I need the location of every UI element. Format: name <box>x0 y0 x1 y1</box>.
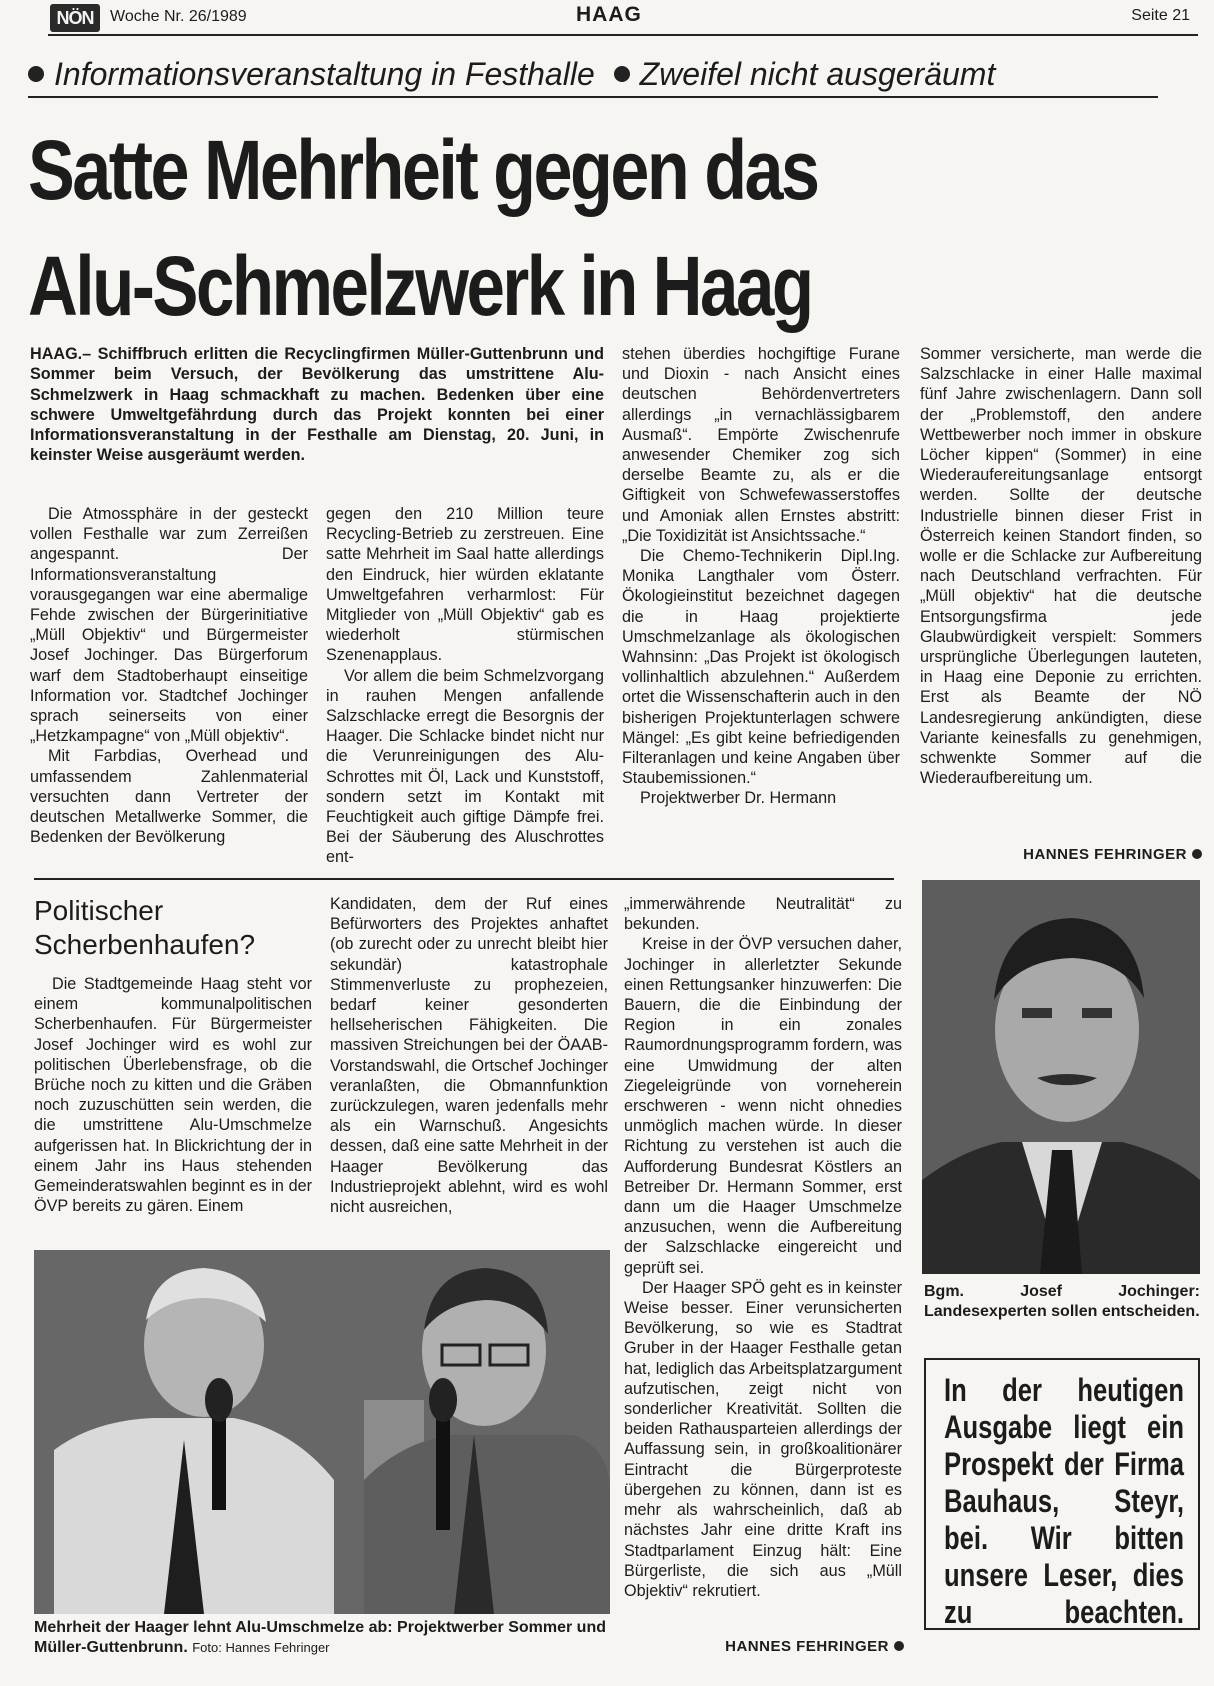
prospectus-notice-box <box>924 1358 1200 1630</box>
issue-number: Woche Nr. 26/1989 <box>110 8 247 25</box>
kicker-line <box>28 56 1158 98</box>
group-photo-caption <box>34 1618 614 1658</box>
newspaper-logo: NÖN <box>50 4 100 32</box>
group-photo-caption-text: Mehrheit der Haager lehnt Alu-Umschmelze ab: Projektwerber Sommer und Müller-Guttenbrunn. <box>34 1619 606 1656</box>
headline-line-1: Satte Mehrheit gegen das <box>28 123 818 217</box>
group-photo-image <box>34 1250 610 1614</box>
photo-credit: Foto: Hannes Fehringer <box>192 1640 330 1655</box>
paragraph: Der Haager SPÖ geht es in keinster Weise besser. Einer verunsicherten Bevölkerung, so wie es Stadtrat Gruber in der Haager Festhalle getan hat, lediglich das Arbeitsplatzargument aufzutischen, zeigt nicht von sonderlicher Kreativität. Sollten die beiden Rathausparteien allerdings der Auffassung sein, in großkoalitionärer Eintracht die Bürgerproteste übergehen zu können, dann ist es mehr als wahrscheinlich, daß ab nächstes Jahr eine dritte Kraft ins Stadtparlament Einzug hält: Eine Bürgerliste, die sich aus „Müll Objektiv“ rekrutiert. <box>624 1278 902 1600</box>
paragraph: Die Chemo-Technikerin Dipl.Ing. Monika Langthaler vom Österr. Ökologieinstitut bezeichnet dagegen die in Haag projektierte Umschmelzanlage als ökologischen Wahnsinn: „Das Projekt ist ökologisch vollinhaltlich abzulehnen.“ Außerdem ortet die Wissenschafterin auch in den bisherigen Projektunterlagen schwere Mängel: „Es gibt keine befriedigenden Filteranlagen und keine Angaben über Staubemissionen.“ <box>622 547 900 788</box>
author-name: HANNES FEHRINGER <box>1023 846 1187 863</box>
article-column-4 <box>920 344 1202 788</box>
paragraph: Vor allem die beim Schmelzvorgang in rauhen Mengen anfallende Salzschlacke erregt die Besorgnis der Haager. Die Schlacke bindet nicht nur die Verunreinigungen des Alu-Schrottes mit Öl, Lack und Kunststoff, sondern setzt im Kontakt mit Feuchtigkeit auch giftige Dämpfe frei. Bei der Säuberung des Aluschrottes ent- <box>326 666 604 867</box>
author-name: HANNES FEHRINGER <box>725 1638 889 1655</box>
portrait-photo <box>922 880 1200 1274</box>
paragraph: Sommer versicherte, man werde die Salzschlacke in einer Halle maximal fünf Jahre zwischenlagern. Dann soll der „Problemstoff, den andere Wettbewerber noch immer in obskure Löcher kippen“ (Sommer) in eine Wiederaufereitungsanlage entsorgt werden. Sollte der deutsche Industrielle binnen dieser Frist in Österreich keinen Standort finden, so wolle er die Schlacke zur Aufbereitung nach Deutschland verfrachten. Für „Müll objektiv“ hat die deutsche Entsorgungsfirma jede Glaubwürdigkeit verspielt: Sommers ursprüngliche Überlegungen lauteten, in Haag eine Deponie zu errichten. Erst als Beamte der NÖ Landesregierung ankündigten, diese Variante keinesfalls zu genehmigen, schwenkte Sommer auf die Wiederaufbereitung um. <box>920 345 1202 788</box>
portrait-photo-image <box>922 880 1200 1274</box>
paragraph: gegen den 210 Million teure Recycling-Betrieb zu zerstreuen. Eine satte Mehrheit im Saal hatte allerdings den Eindruck, hier würden eklatante Umweltgefahren verharmlost: Für Mitglieder von „Müll Objektiv“ gab es wiederholt stürmischen Szenenapplaus. <box>326 505 604 665</box>
section-divider <box>34 878 894 880</box>
bullet-icon <box>894 1641 904 1651</box>
commentary-title-line-1: Politischer <box>34 895 164 926</box>
bullet-icon <box>1192 849 1202 859</box>
paragraph: Projektwerber Dr. Hermann <box>640 789 837 808</box>
article-signature <box>920 846 1202 863</box>
paragraph: Die Atmossphäre in der gesteckt vollen Festhalle war zum Zerreißen angespannt. Der Informationsveranstaltung vorausgegangen war eine abermalige Fehde zwischen der Bürgerinitiative „Müll Objektiv“ und Bürgermeister Josef Jochinger. Das Bürgerforum warf dem Stadtoberhaupt einseitige Information vor. Stadtchef Jochinger sprach seinerseits von einer „Hetzkampagne“ von „Müll objektiv“. <box>30 505 308 746</box>
bullet-icon <box>614 66 630 82</box>
commentary-column-2 <box>330 894 608 1217</box>
commentary-signature <box>624 1638 904 1655</box>
prospectus-notice-text: In der heutigen Ausgabe liegt ein Prospekt der Firma Bauhaus, Steyr, bei. Wir bitten unsere Leser, dies zu beachten. <box>944 1372 1184 1630</box>
page-number: Seite 21 <box>1131 7 1190 24</box>
article-lead: HAAG.– Schiffbruch erlitten die Recyclingfirmen Müller-Guttenbrunn und Sommer beim Versuch, der Bevölkerung das umstrittene Alu-Schmelzwerk in Haag schmackhaft zu machen. Bedenken über eine schwere Umweltgefährdung durch das Projekt konnten bei einer Informationsveranstaltung in der Festhalle am Dienstag, 20. Juni, in keinster Weise ausgeräumt werden. <box>30 345 604 465</box>
portrait-caption: Bgm. Josef Jochinger: Landesexperten sollen entscheiden. <box>924 1283 1200 1320</box>
paragraph: Kreise in der ÖVP versuchen daher, Jochinger in allerletzter Sekunde einen Rettungsanker hinzuwerfen: Die Bauern, die die Einbindung der Region in ein zonales Raumordnungsprogramm fordern, was eine Umwidmung der alten Ziegeleigründe von vorneherein erschweren - wenn nicht ohnedies unmöglich machen würde. In dieser Richtung zu verstehen ist auch die Aufforderung Bundesrat Köstlers an Betreiber Dr. Hermann Sommer, erst dann um die Haager Umschmelze anzusuchen, wenn die Aufbereitung der Salzschlacke eingereicht und geprüft sei. <box>624 935 903 1277</box>
commentary-title-line-2: Scherbenhaufen? <box>34 929 256 960</box>
commentary-column-3 <box>624 894 902 1601</box>
group-photo <box>34 1250 610 1614</box>
commentary-title <box>34 894 314 962</box>
bullet-icon <box>28 66 44 82</box>
paragraph: stehen überdies hochgiftige Furane und Dioxin - nach Ansicht eines deutschen Behördenvertreters allerdings „in vernachlässigbarem Ausmaß“. Empörte Zwischenrufe anwesender Chemiker zog sich derselbe Beamte zu, als er die Giftigkeit von Schwefewasserstoffes und Amoniak allen Ernstes abstritt: „Die Toxidizität ist Ansichtssache.“ <box>622 345 900 545</box>
kicker-part-1: Informationsveranstaltung in Festhalle <box>54 56 595 92</box>
paragraph: „immerwährende Neutralität“ zu bekunden. <box>624 895 902 934</box>
commentary-column-1 <box>34 974 312 1216</box>
masthead <box>48 0 1198 36</box>
paragraph: Mit Farbdias, Overhead und umfassendem Zahlenmaterial versuchten dann Vertreter der deutschen Metallwerke Sommer, die Bedenken der Bevölkerung <box>30 747 308 847</box>
article-column-2 <box>326 504 604 868</box>
headline-line-2: Alu-Schmelzwerk in Haag <box>28 239 812 333</box>
article-column-3 <box>622 344 900 809</box>
section-title: HAAG <box>576 3 642 26</box>
article-column-1 <box>30 504 308 847</box>
paragraph: Die Stadtgemeinde Haag steht vor einem kommunalpolitischen Scherbenhaufen. Für Bürgermeister Josef Jochinger wird es wohl zur politischen Überlebensfrage, ob die Brüche noch zu kitten und die Gräben noch zuzuschütten sein werden, die die umstrittene Alu-Umschmelze aufgerissen hat. In Blickrichtung der in einem Jahr ins Haus stehenden Gemeinderatswahlen beginnt es in der ÖVP bereits zu gären. Einem <box>34 975 312 1216</box>
paragraph: Kandidaten, dem der Ruf eines Befürworters des Projektes anhaftet (ob zurecht oder zu unrecht bleibt hier sekundär) katastrophale Stimmenverluste zu prophezeien, bedarf keiner gesonderten hellseherischen Fähigkeiten. Die massiven Streichungen bei der ÖAAB-Vorstandswahl, die Ortschef Jochinger veranlaßten, die Obmannfunktion zurückzulegen, waren jedenfalls mehr als ein Warnschuß. Angesichts dessen, daß eine satte Mehrheit in der Haager Bevölkerung das Industrieprojekt ablehnt, wird es wohl nicht ausreichen, <box>330 895 608 1217</box>
kicker-part-2: Zweifel nicht ausgeräumt <box>639 56 996 92</box>
